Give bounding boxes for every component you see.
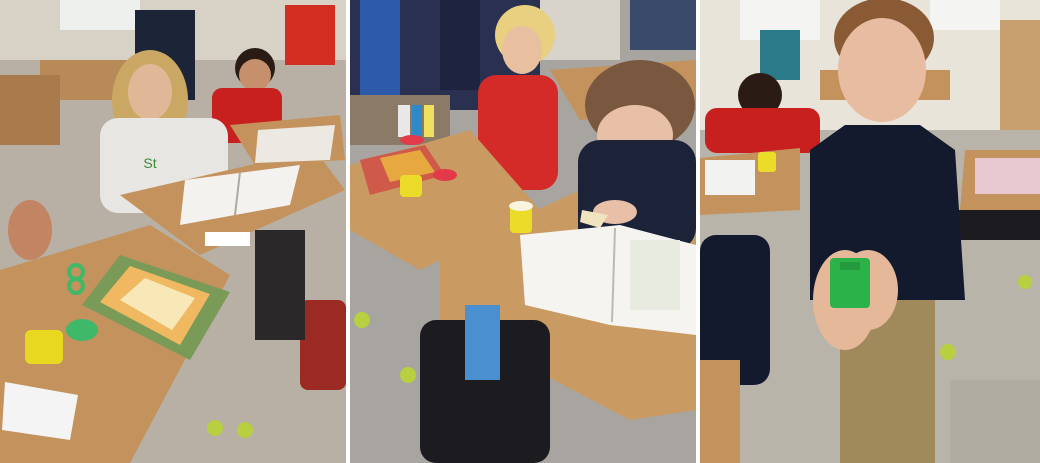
red-play-dough [433,169,457,181]
photo-panel-left [0,0,346,463]
play-dough-container [25,330,63,364]
photo-panel-right [700,0,1040,463]
play-dough-lid [66,319,98,341]
blue-book [465,305,500,380]
play-dough-container [400,175,422,197]
classroom-photo-right [700,0,1040,463]
chair [0,75,60,145]
classroom-photo-middle [350,0,696,463]
svg-text:St: St [143,155,157,171]
photo-panel-middle [350,0,696,463]
classroom-photo-left [0,0,346,463]
